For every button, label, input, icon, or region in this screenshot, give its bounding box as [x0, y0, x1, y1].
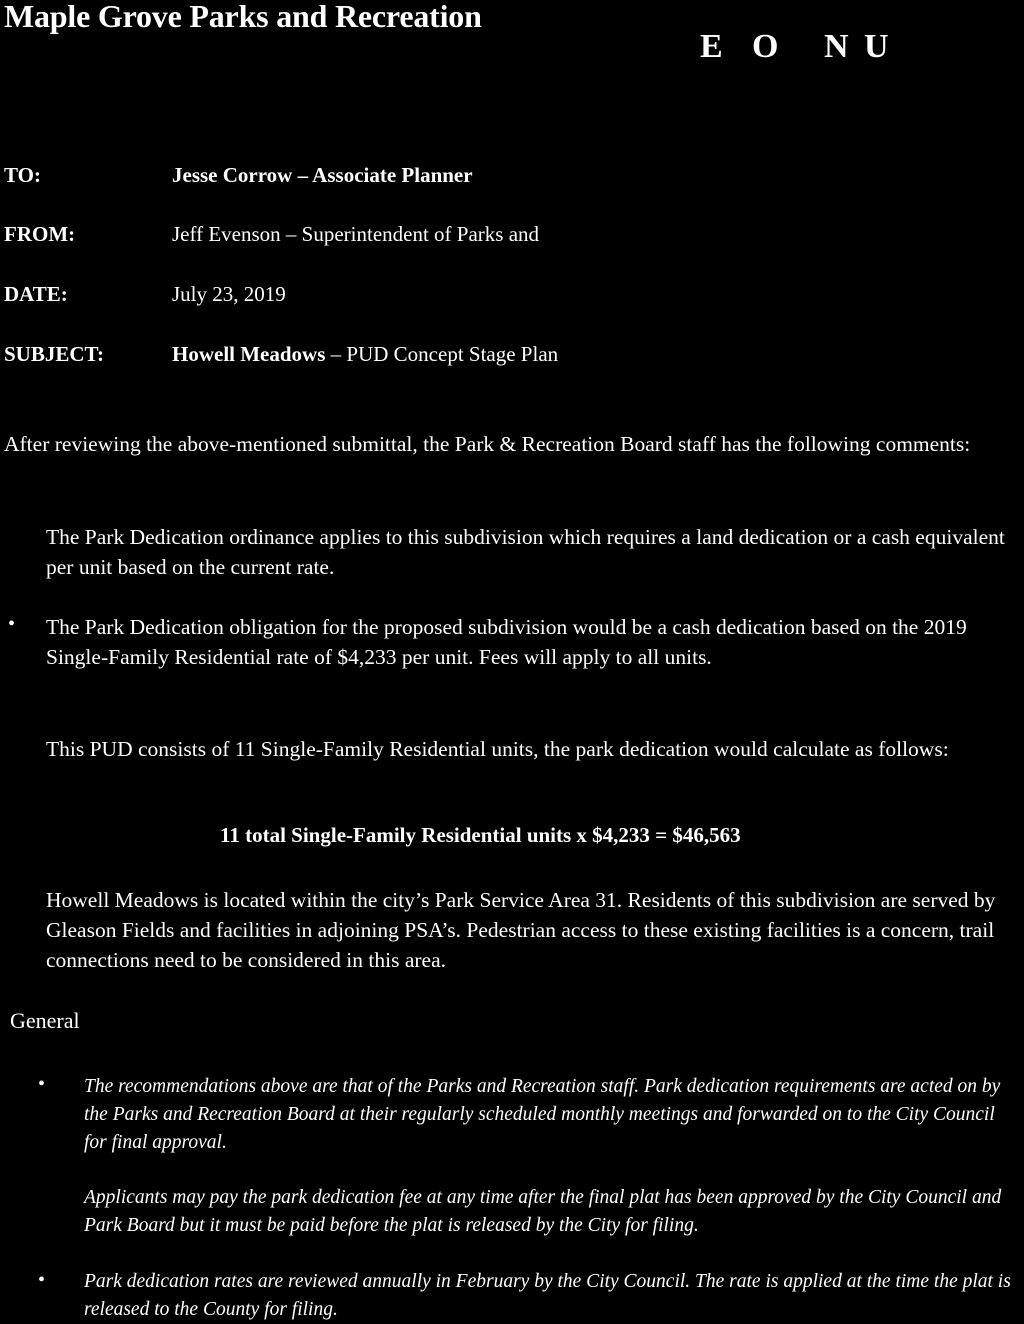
from-value: Jeff Evenson – Superintendent of Parks and	[172, 222, 540, 246]
general-note-rates: Park dedication rates are reviewed annually in February by the City Council. The rate is applied at the time the plat is released to the County for filing.	[84, 1271, 1011, 1320]
general-note-payment: Applicants may pay the park dedication fee at any time after the final plat has been approved by the City Council and Park Board but it must be paid before the plat is released by the City for filing.	[84, 1187, 1002, 1236]
comment-cash-dedication: The Park Dedication obligation for the proposed subdivision would be a cash dedication based on the 2019 Single-Family Residential rate of $4,233 per unit. Fees will apply to all units.	[46, 615, 967, 669]
date-label: DATE:	[4, 282, 68, 306]
to-name: Jesse Corrow	[172, 163, 293, 187]
intro-paragraph: After reviewing the above-mentioned submittal, the Park & Recreation Board staff has the following comments:	[4, 432, 971, 456]
memo-letter: E	[700, 28, 723, 65]
subject-description: – PUD Concept Stage Plan	[325, 342, 559, 366]
organization-name: Maple Grove Parks and Recreation	[4, 0, 482, 34]
bullet-icon: •	[38, 1269, 46, 1291]
comment-service-area: Howell Meadows is located within the city’s Park Service Area 31. Residents of this subdivision are served by Gleason Fields and facilities in adjoining PSA’s. Pedestrian access to these existing facilities is a concern, trail connections need to be considered in this area.	[46, 888, 996, 972]
to-value	[172, 163, 473, 188]
dedication-calculation: 11 total Single-Family Residential units x $4,233 = $46,563	[220, 823, 741, 847]
subject-value	[172, 342, 558, 367]
memo-title	[700, 28, 889, 66]
date-value: July 23, 2019	[172, 282, 286, 306]
memo-letter: U	[864, 28, 889, 65]
comment-unit-count: This PUD consists of 11 Single-Family Residential units, the park dedication would calculate as follows:	[46, 737, 949, 761]
subject-label: SUBJECT:	[4, 342, 104, 366]
bullet-icon: •	[38, 1073, 46, 1095]
subject-project: Howell Meadows	[172, 342, 326, 366]
from-label: FROM:	[4, 222, 76, 246]
general-note-recommendations: The recommendations above are that of the Parks and Recreation staff. Park dedication requirements are acted on by the Parks and Recreation Board at their regularly scheduled monthly meetings and forwarded on to the City Council for final approval.	[84, 1076, 1001, 1153]
bullet-icon: •	[8, 613, 16, 635]
general-heading: General	[10, 1008, 80, 1033]
comment-park-ordinance: The Park Dedication ordinance applies to this subdivision which requires a land dedication or a cash equivalent per unit based on the current rate.	[46, 525, 1005, 579]
to-label: TO:	[4, 163, 41, 187]
memo-letter: N	[824, 28, 849, 65]
memo-letter: O	[752, 28, 779, 65]
to-title: – Associate Planner	[292, 163, 473, 187]
